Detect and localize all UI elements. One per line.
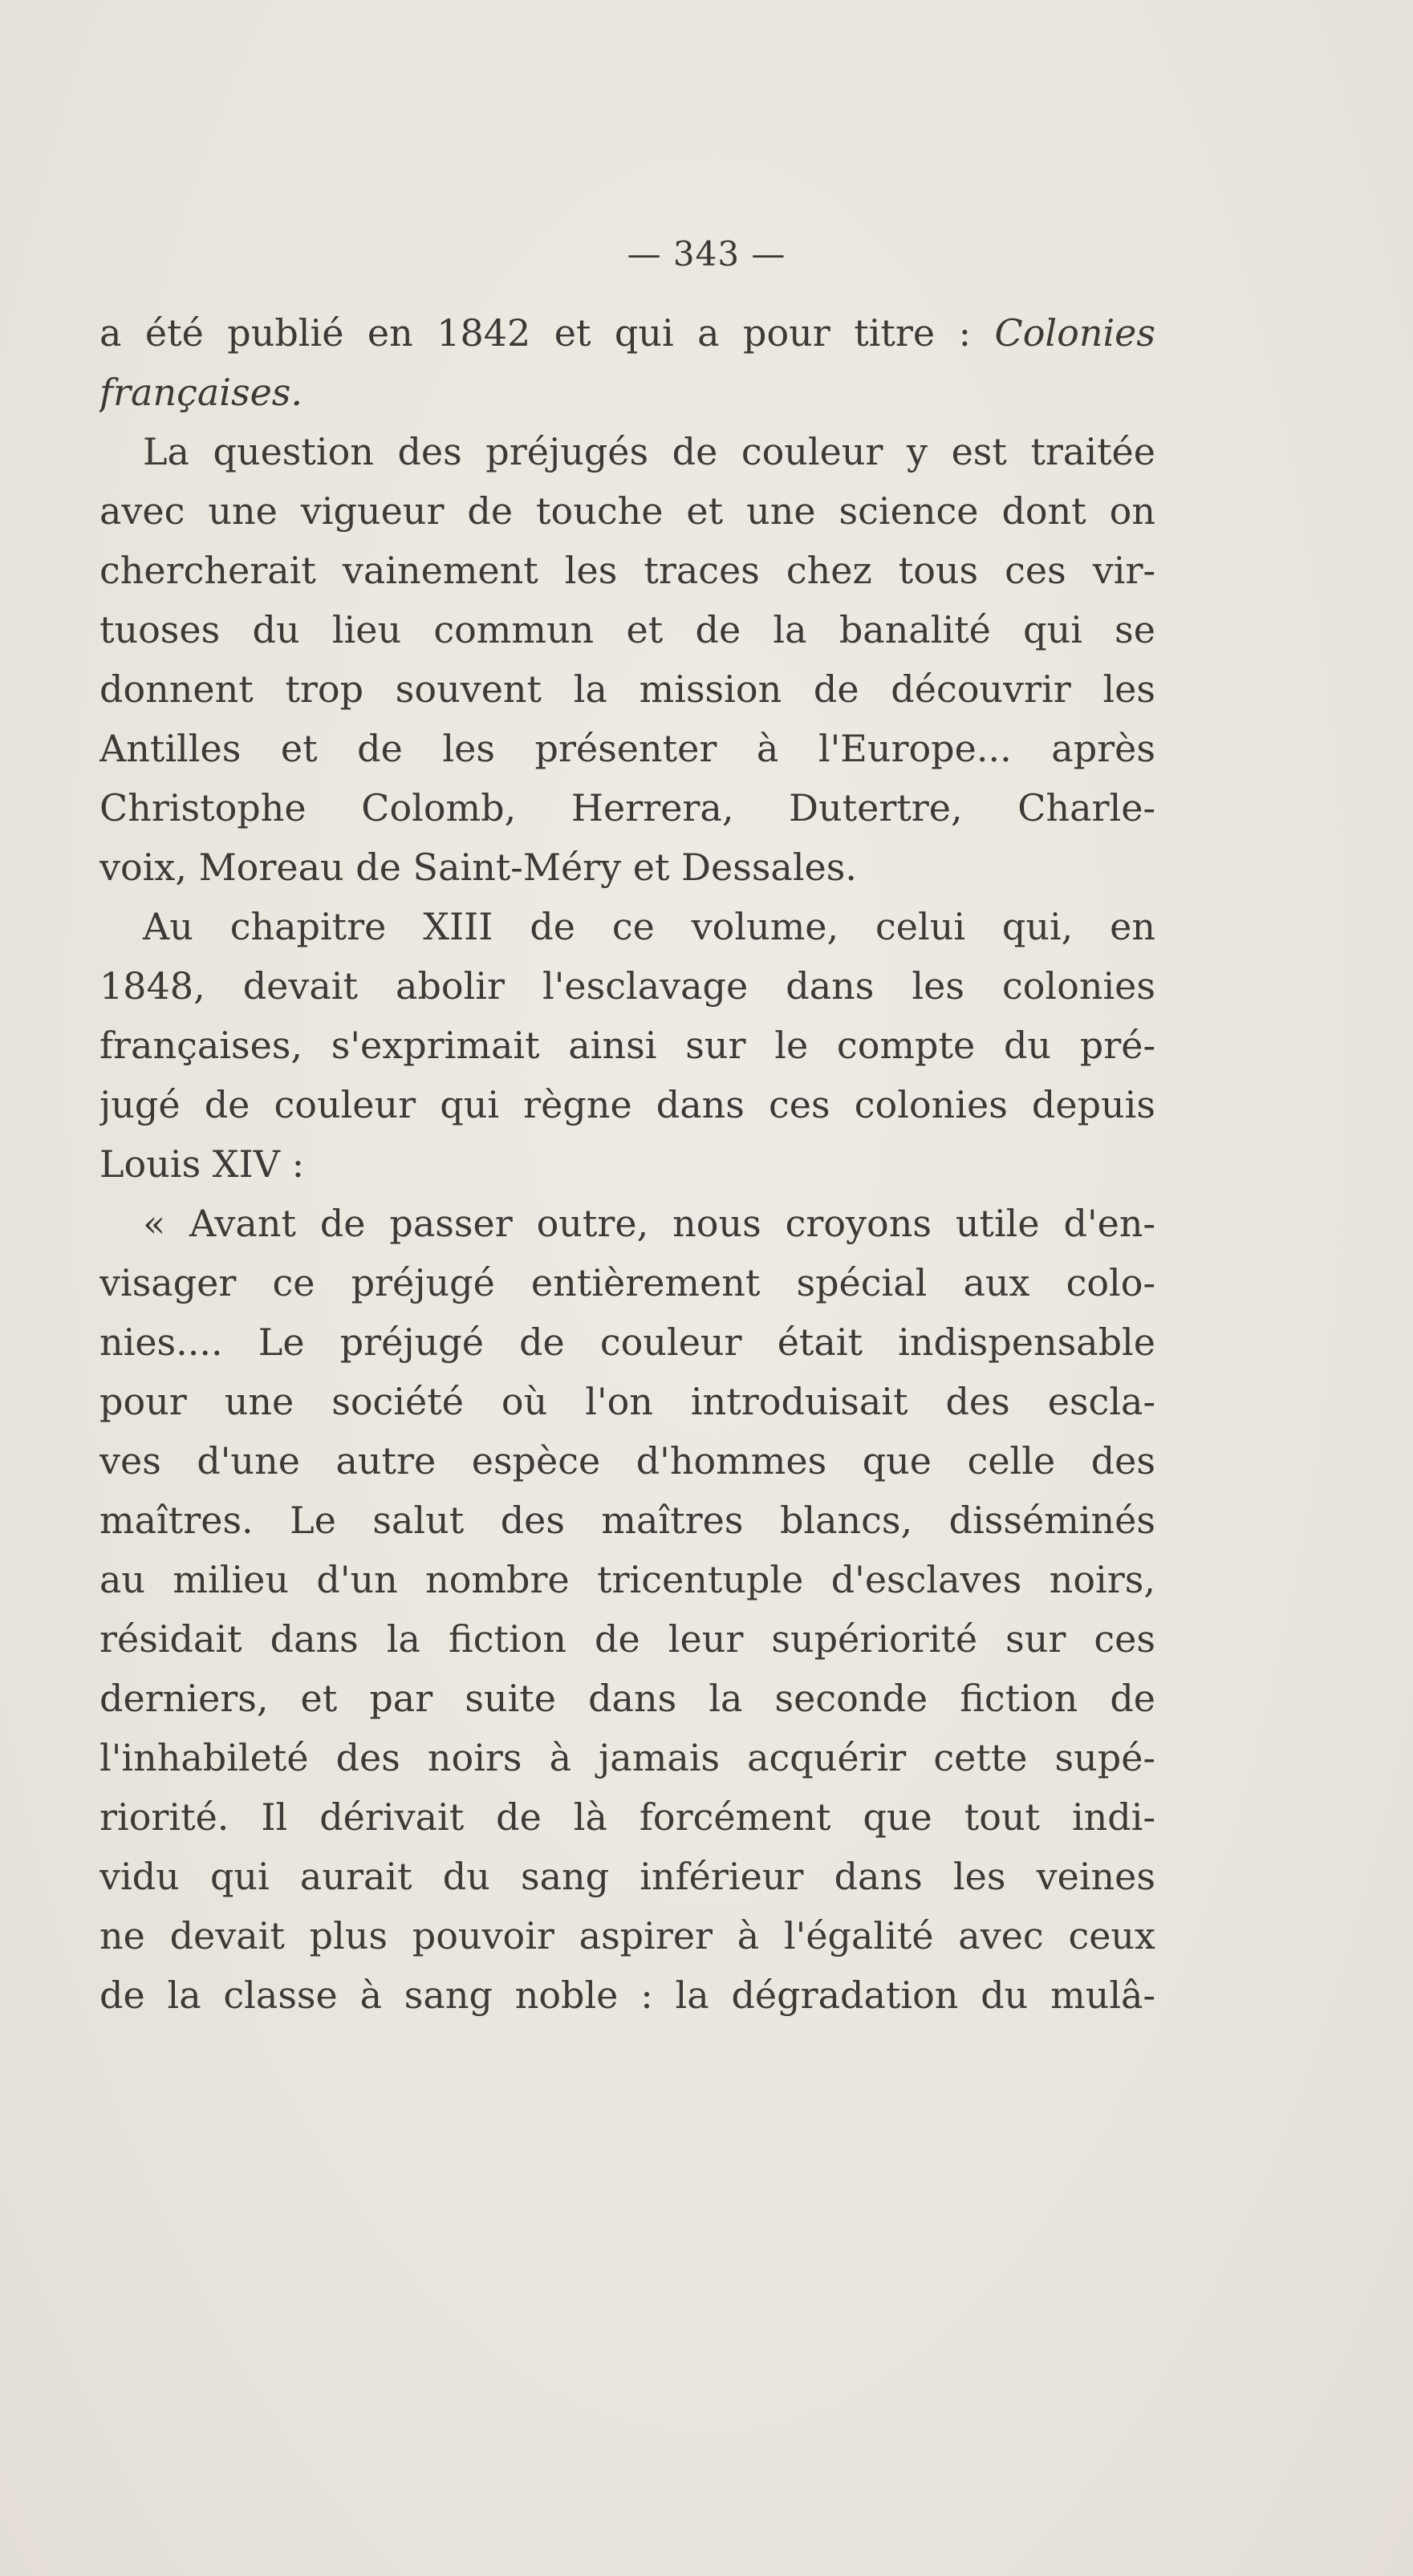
text-line: Christophe Colomb, Herrera, Dutertre, Charle- [99, 786, 1155, 830]
text-line: voix, Moreau de Saint-Méry et Dessales. [99, 846, 858, 889]
text-line: tuoses du lieu commun et de la banalité qui se [99, 608, 1155, 651]
text-line: chercherait vainement les traces chez tous ces vir- [99, 549, 1155, 592]
text-line: maîtres. Le salut des maîtres blancs, disséminés [99, 1499, 1155, 1542]
text-line: derniers, et par suite dans la seconde fiction de [99, 1677, 1155, 1720]
text-line: pour une société où l'on introduisait des escla- [99, 1380, 1155, 1423]
body-text [99, 303, 1155, 2025]
text-line: résidait dans la fiction de leur supériorité sur ces [99, 1617, 1155, 1661]
text-line: jugé de couleur qui règne dans ces colonies depuis [99, 1083, 1155, 1126]
text-line: françaises, s'exprimait ainsi sur le compte du pré- [99, 1024, 1155, 1067]
text-line: Louis XIV : [99, 1142, 305, 1186]
text-line: visager ce préjugé entièrement spécial aux colo- [99, 1261, 1155, 1304]
text-line: nies.... Le préjugé de couleur était indispensable [99, 1320, 1155, 1364]
text-line: Au chapitre XIII de ce volume, celui qui, en [143, 905, 1155, 948]
text-line [99, 303, 1155, 363]
book-title-italic: Colonies [994, 311, 1155, 355]
text-line: ne devait plus pouvoir aspirer à l'égalité avec ceux [99, 1914, 1155, 1957]
text-line: Antilles et de les présenter à l'Europe... après [99, 727, 1155, 770]
text-line: l'inhabileté des noirs à jamais acquérir cette supé- [99, 1736, 1155, 1779]
page-number: — 343 — [627, 234, 786, 274]
text-line: ves d'une autre espèce d'hommes que celle des [99, 1439, 1155, 1483]
text-line: « Avant de passer outre, nous croyons utile d'en- [143, 1202, 1155, 1245]
text-line: de la classe à sang noble : la dégradation du mulâ- [99, 1974, 1155, 2017]
text-line: avec une vigueur de touche et une science dont on [99, 489, 1155, 533]
text-line [99, 363, 1155, 422]
book-title-italic: françaises. [99, 371, 303, 414]
text-line-part: a été publié en 1842 et qui a pour titre : [99, 311, 995, 355]
text-line: donnent trop souvent la mission de découvrir les [99, 667, 1155, 711]
text-line: vidu qui aurait du sang inférieur dans les veines [99, 1855, 1155, 1898]
text-line: 1848, devait abolir l'esclavage dans les colonies [99, 964, 1155, 1008]
text-line: La question des préjugés de couleur y est traitée [143, 430, 1155, 473]
text-line: riorité. Il dérivait de là forcément que tout indi- [99, 1795, 1155, 1839]
text-line: au milieu d'un nombre tricentuple d'esclaves noirs, [99, 1558, 1155, 1601]
